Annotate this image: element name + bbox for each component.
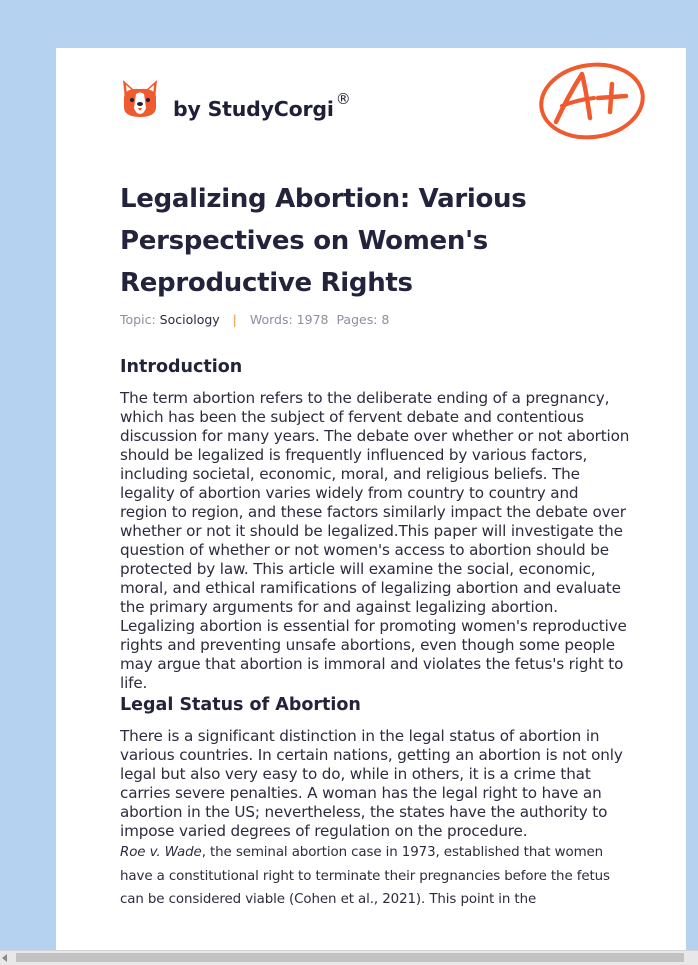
studycorgi-logo[interactable] [120, 76, 351, 121]
document-title: Legalizing Abortion: Various Perspectives on Women's Reproductive Rights [120, 184, 527, 298]
corgi-logo-icon [120, 76, 160, 120]
case-name: Roe v. Wade [120, 845, 202, 860]
legal-status-paragraph: There is a significant distinction in the legal status of abortion in various countries. In certain nations, getting an abortion is not only legal but also very easy to do, while in others, it is a crime that carries severe penalties. A woman has the legal right to have an abortion in the US; nevertheless, the states have the authority to impose varied degrees of regulation on the procedure. [120, 727, 623, 840]
svg-text:A+: A+ [538, 60, 540, 61]
a-plus-grade-icon [538, 60, 648, 140]
registered-mark: ® [335, 90, 351, 108]
scroll-left-arrow-icon[interactable] [2, 954, 7, 962]
introduction-paragraph: The term abortion refers to the deliberate ending of a pregnancy, which has been the subject of fervent debate and contentious discussion for many years. The debate over whether or not abortion should be legalized is frequently influenced by various factors, including societal, economic, moral, and religious beliefs. The legality of abortion varies widely from country to country and region to region, and these factors similarly impact the debate over whether or not it should be legalized.This paper will investigate the question of whether or not women's access to abortion should be protected by law. This article will examine the social, economic, moral, and ethical ramifications of legalizing abortion and evaluate the primary arguments for and against legalizing abortion. Legalizing abortion is essential for promoting women's reproductive rights and preventing unsafe abortions, even though some people may argue that abortion is immoral and violates the fetus's right to life. [120, 389, 630, 692]
horizontal-scrollbar[interactable] [0, 950, 698, 965]
document-page [56, 48, 686, 952]
scroll-thumb[interactable] [16, 953, 684, 962]
case-continuation: , the seminal abortion case in 1973, established that women have a constitutional right to terminate their pregnancies before the fetus can be considered viable (Cohen et al., 2021). This point in the [120, 845, 610, 907]
roe-v-wade-paragraph [120, 841, 630, 912]
meta-separator: | [232, 312, 237, 327]
section-heading-legal-status: Legal Status of Abortion [120, 695, 361, 715]
topic-label: Topic: [120, 312, 156, 327]
topic-link[interactable]: Sociology [159, 312, 220, 327]
section-heading-introduction: Introduction [120, 357, 243, 377]
brand-name: by StudyCorgi ® [173, 90, 351, 121]
document-body [120, 355, 630, 912]
page-count: Pages: 8 [336, 312, 390, 327]
document-meta [120, 312, 389, 327]
word-count: Words: 1978 [249, 312, 329, 327]
